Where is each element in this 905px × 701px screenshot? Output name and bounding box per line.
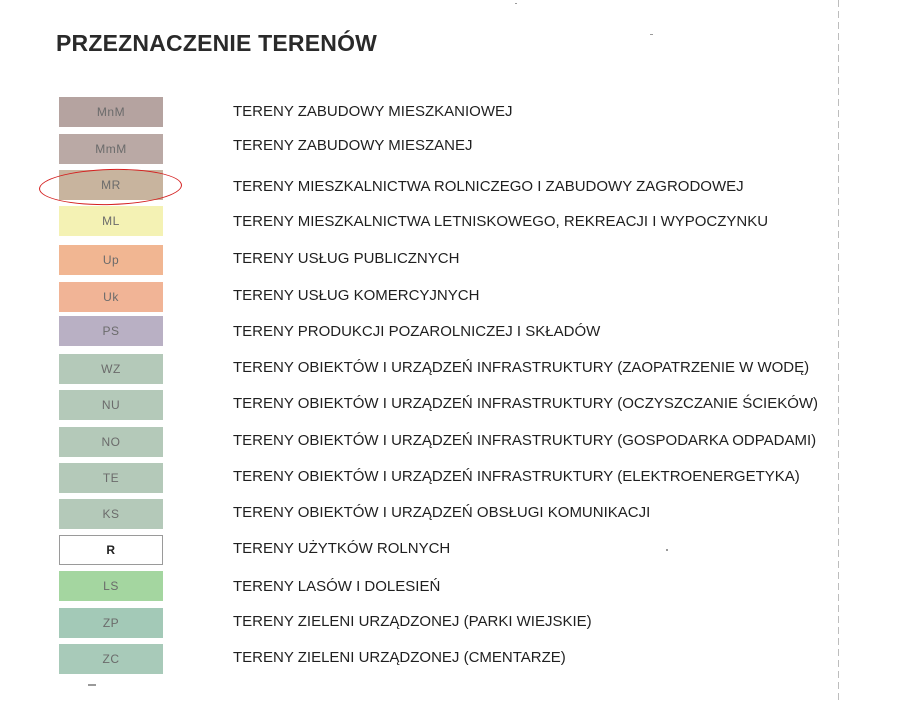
legend-swatch: WZ	[59, 354, 163, 384]
legend-label: TERENY ZABUDOWY MIESZANEJ	[233, 137, 473, 154]
legend-label: TERENY OBIEKTÓW I URZĄDZEŃ OBSŁUGI KOMUNIKACJI	[233, 504, 651, 521]
scan-speck	[515, 3, 517, 4]
legend-row	[0, 463, 905, 493]
legend-swatch: MmM	[59, 134, 163, 164]
legend-label: TERENY ZIELENI URZĄDZONEJ (CMENTARZE)	[233, 649, 566, 666]
legend-label: TERENY LASÓW I DOLESIEŃ	[233, 578, 441, 595]
legend-row	[0, 535, 905, 565]
legend-label: TERENY ZABUDOWY MIESZKANIOWEJ	[233, 103, 513, 120]
legend-label: TERENY OBIEKTÓW I URZĄDZEŃ INFRASTRUKTURY (GOSPODARKA ODPADAMI)	[233, 432, 817, 449]
legend-label: TERENY USŁUG PUBLICZNYCH	[233, 250, 460, 267]
scan-edge-line	[838, 0, 839, 701]
legend-label: TERENY MIESZKALNICTWA LETNISKOWEGO, REKREACJI I WYPOCZYNKU	[233, 213, 769, 230]
legend-swatch: PS	[59, 316, 163, 346]
legend-row	[0, 97, 905, 127]
legend-row	[0, 608, 905, 638]
legend-row	[0, 390, 905, 420]
legend-swatch: LS	[59, 571, 163, 601]
legend-row	[0, 206, 905, 236]
legend-swatch: R	[59, 535, 163, 565]
legend-swatch: ZC	[59, 644, 163, 674]
legend-swatch: MR	[59, 170, 163, 200]
legend-label: TERENY UŻYTKÓW ROLNYCH	[233, 540, 451, 557]
legend-row	[0, 245, 905, 275]
legend-row	[0, 316, 905, 346]
legend-row	[0, 282, 905, 312]
legend-swatch: ZP	[59, 608, 163, 638]
legend-swatch: TE	[59, 463, 163, 493]
legend-swatch: MnM	[59, 97, 163, 127]
legend-row	[0, 354, 905, 384]
legend-label: TERENY ZIELENI URZĄDZONEJ (PARKI WIEJSKIE)	[233, 613, 592, 630]
legend-row	[0, 427, 905, 457]
legend-label: TERENY MIESZKALNICTWA ROLNICZEGO I ZABUDOWY ZAGRODOWEJ	[233, 178, 744, 195]
legend-swatch: Uk	[59, 282, 163, 312]
scan-speck	[88, 684, 96, 686]
legend-label: TERENY PRODUKCJI POZAROLNICZEJ I SKŁADÓW	[233, 323, 601, 340]
legend-row	[0, 499, 905, 529]
page-title: PRZEZNACZENIE TERENÓW	[56, 30, 378, 56]
legend-label: TERENY OBIEKTÓW I URZĄDZEŃ INFRASTRUKTURY (ELEKTROENERGETYKA)	[233, 468, 800, 485]
legend-label: TERENY OBIEKTÓW I URZĄDZEŃ INFRASTRUKTURY (OCZYSZCZANIE ŚCIEKÓW)	[233, 395, 819, 412]
legend-swatch: NU	[59, 390, 163, 420]
legend-swatch: KS	[59, 499, 163, 529]
legend-row	[0, 644, 905, 674]
scan-speck	[650, 34, 653, 35]
legend-label: TERENY USŁUG KOMERCYJNYCH	[233, 287, 480, 304]
legend-swatch: Up	[59, 245, 163, 275]
legend-row	[0, 571, 905, 601]
legend-swatch: ML	[59, 206, 163, 236]
legend-row	[0, 134, 905, 164]
scan-speck	[666, 549, 668, 551]
legend-row	[0, 170, 905, 200]
legend-swatch: NO	[59, 427, 163, 457]
legend-label: TERENY OBIEKTÓW I URZĄDZEŃ INFRASTRUKTURY (ZAOPATRZENIE W WODĘ)	[233, 359, 810, 376]
